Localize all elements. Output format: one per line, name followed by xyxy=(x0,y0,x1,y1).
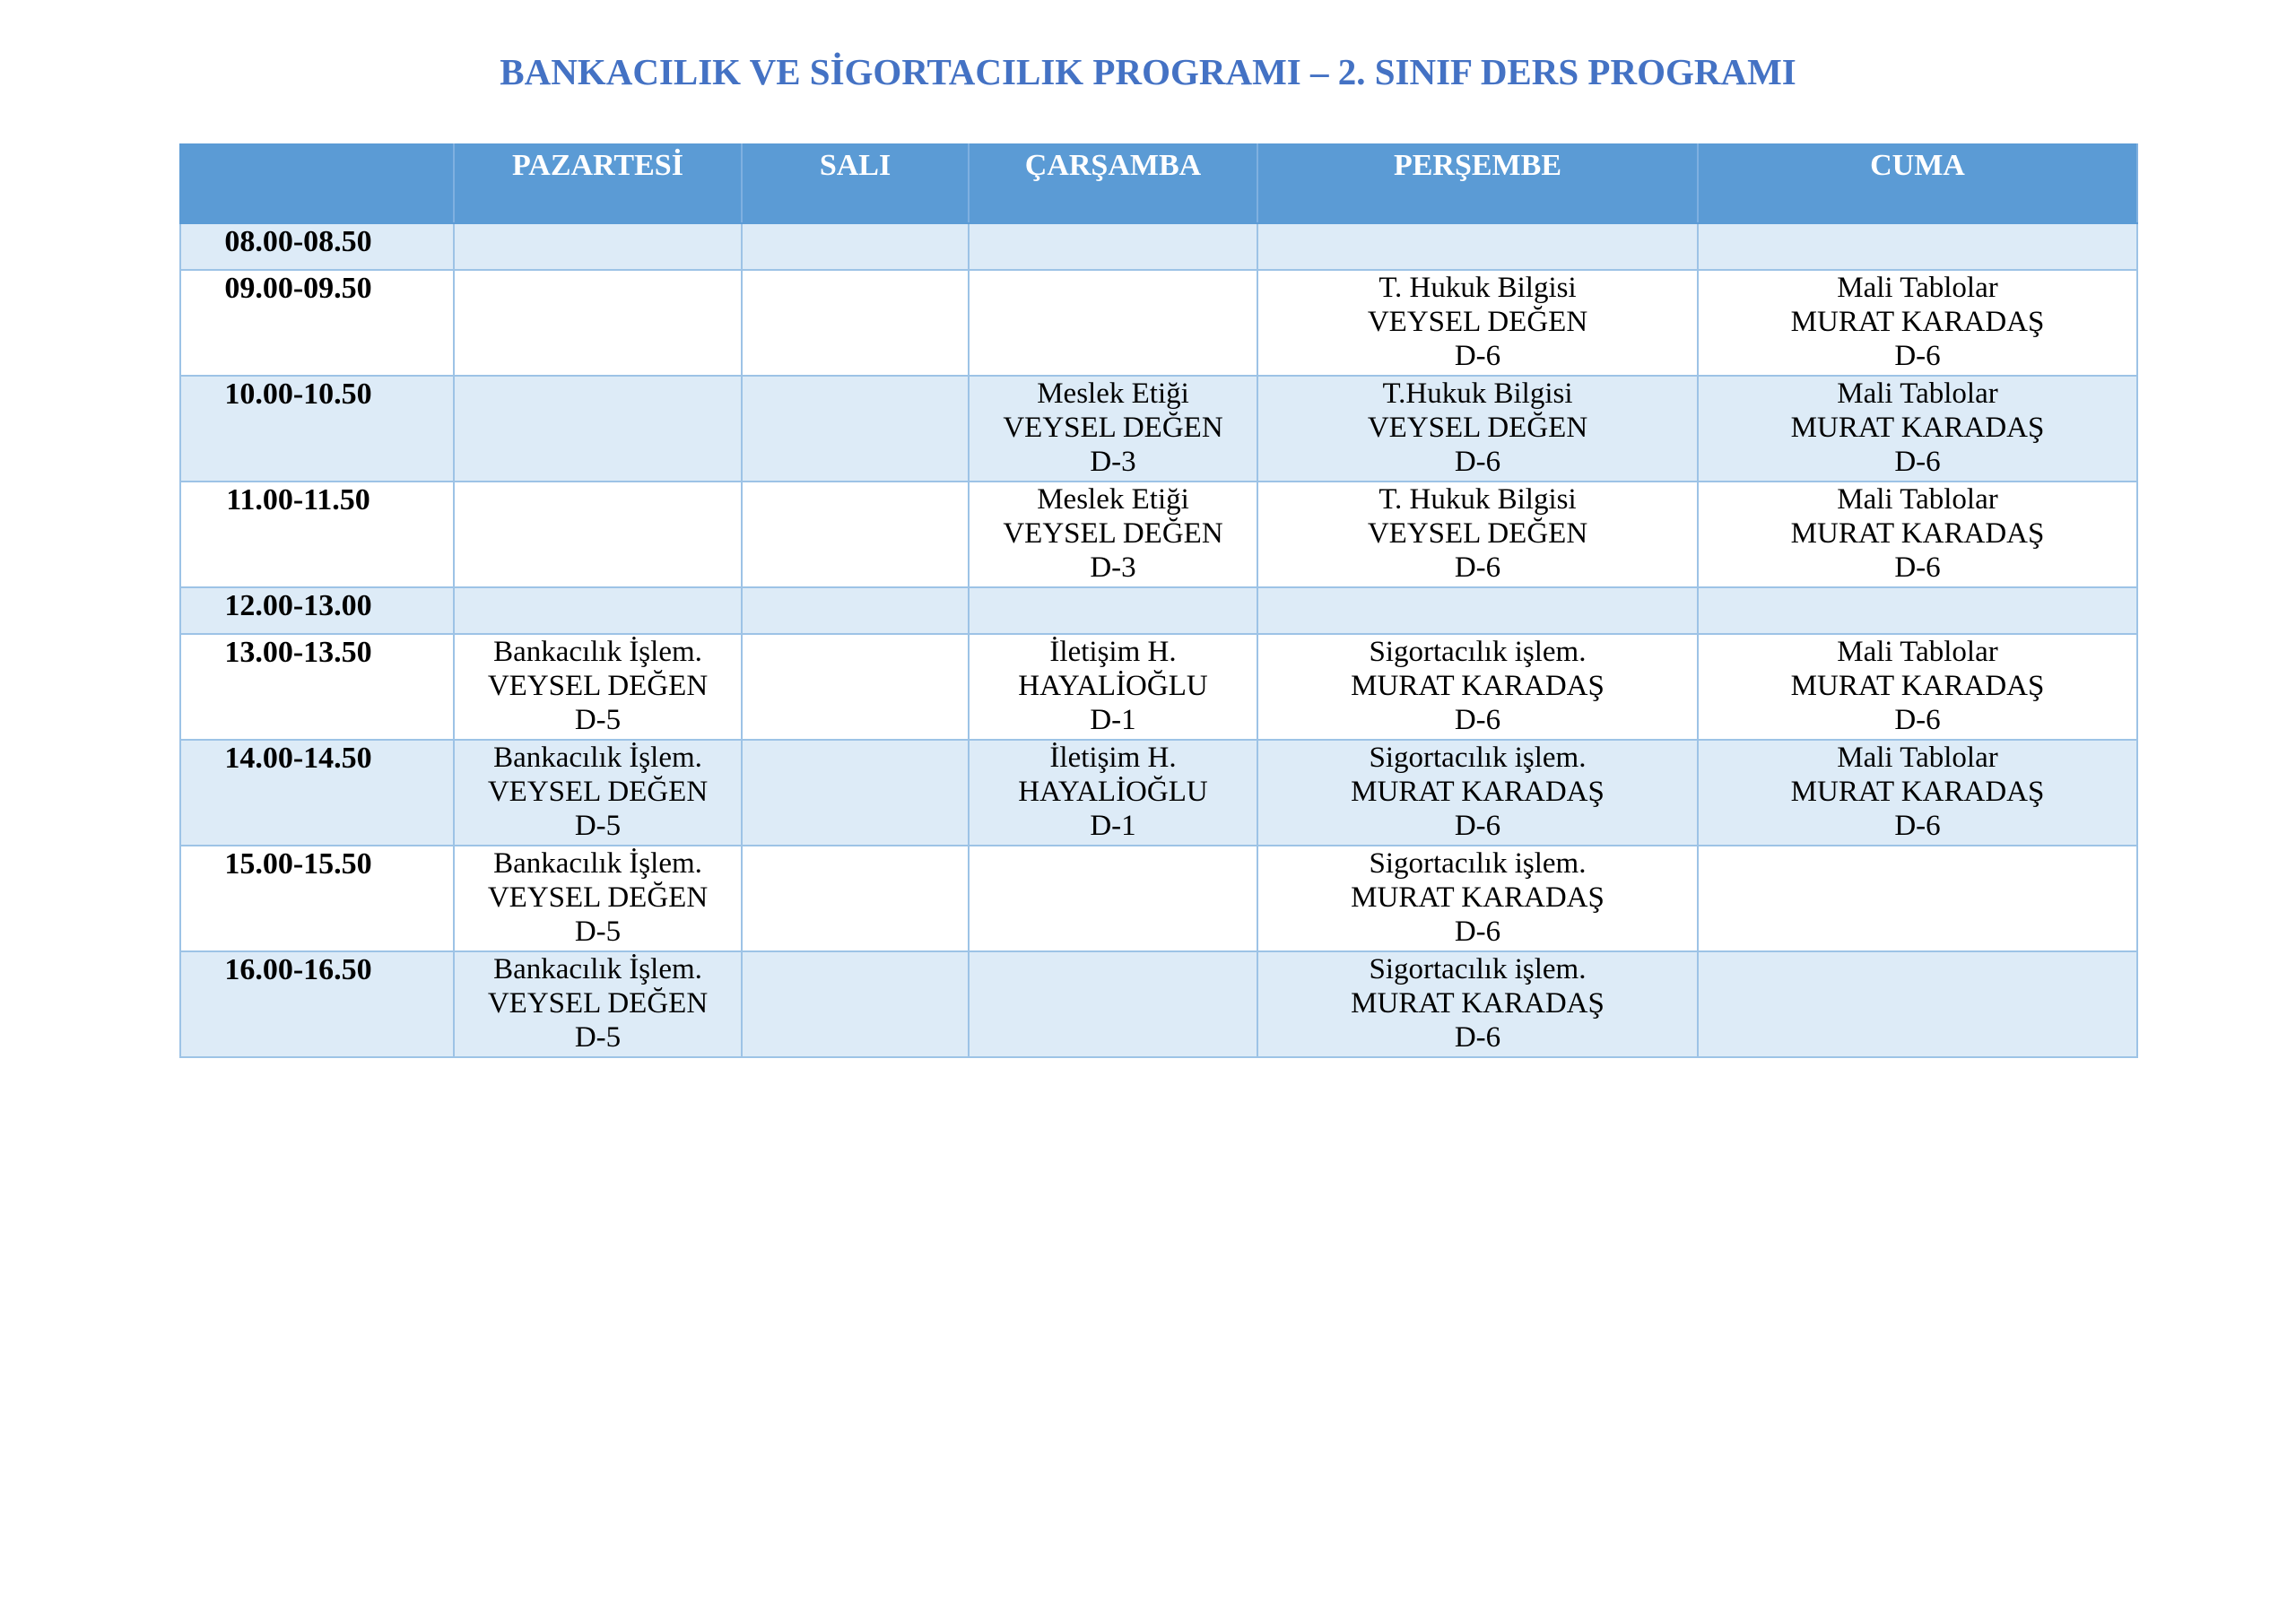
classroom: D-6 xyxy=(1894,810,1941,842)
classroom: D-6 xyxy=(1894,551,1941,584)
course-name: Mali Tablolar xyxy=(1837,742,1998,774)
instructor-name: HAYALİOĞLU xyxy=(1018,776,1208,808)
class-cell xyxy=(969,634,1257,740)
instructor-name: VEYSEL DEĞEN xyxy=(487,987,709,1020)
course-name: Sigortacılık işlem. xyxy=(1369,953,1587,985)
instructor-name: VEYSEL DEĞEN xyxy=(487,881,709,914)
header-day-pazartesi: PAZARTESİ xyxy=(454,144,742,223)
instructor-name: MURAT KARADAŞ xyxy=(1790,306,2045,338)
class-cell xyxy=(1698,482,2137,587)
schedule-row xyxy=(180,846,2137,951)
classroom: D-6 xyxy=(1454,551,1501,584)
course-name: İletişim H. xyxy=(1049,636,1177,668)
classroom: D-6 xyxy=(1454,704,1501,736)
classroom: D-6 xyxy=(1454,446,1501,478)
empty-cell xyxy=(742,634,969,740)
time-slot-cell xyxy=(180,223,454,270)
instructor-name: MURAT KARADAŞ xyxy=(1790,776,2045,808)
instructor-name: VEYSEL DEĞEN xyxy=(1367,306,1588,338)
empty-cell xyxy=(969,223,1257,270)
time-slot-label: 10.00-10.50 xyxy=(224,378,372,411)
course-name: T. Hukuk Bilgisi xyxy=(1378,272,1577,304)
class-cell xyxy=(454,951,742,1057)
course-name: İletişim H. xyxy=(1049,742,1177,774)
header-day-cuma: CUMA xyxy=(1698,144,2137,223)
classroom: D-3 xyxy=(1090,551,1136,584)
instructor-name: MURAT KARADAŞ xyxy=(1351,881,1605,914)
course-name: Mali Tablolar xyxy=(1837,483,1998,516)
empty-cell xyxy=(742,223,969,270)
schedule-row xyxy=(180,740,2137,846)
classroom: D-3 xyxy=(1090,446,1136,478)
time-slot-label: 08.00-08.50 xyxy=(224,225,372,258)
class-cell xyxy=(969,482,1257,587)
time-slot-cell xyxy=(180,740,454,846)
time-slot-cell xyxy=(180,951,454,1057)
instructor-name: MURAT KARADAŞ xyxy=(1790,517,2045,550)
classroom: D-6 xyxy=(1894,340,1941,372)
schedule-table xyxy=(179,143,2138,1058)
header-day-persembe: PERŞEMBE xyxy=(1257,144,1698,223)
classroom: D-5 xyxy=(574,916,622,948)
header-corner xyxy=(180,144,454,223)
instructor-name: MURAT KARADAŞ xyxy=(1351,776,1605,808)
classroom: D-6 xyxy=(1454,1021,1501,1054)
course-name: Meslek Etiği xyxy=(1037,483,1189,516)
class-cell xyxy=(1257,376,1698,482)
instructor-name: VEYSEL DEĞEN xyxy=(1003,412,1223,444)
class-cell xyxy=(454,634,742,740)
empty-cell xyxy=(969,951,1257,1057)
empty-cell xyxy=(1698,951,2137,1057)
instructor-name: VEYSEL DEĞEN xyxy=(1367,517,1588,550)
schedule-row xyxy=(180,482,2137,587)
time-slot-cell xyxy=(180,587,454,634)
empty-cell xyxy=(742,846,969,951)
course-name: Bankacılık İşlem. xyxy=(493,847,702,880)
time-slot-label: 14.00-14.50 xyxy=(224,742,372,775)
schedule-row xyxy=(180,223,2137,270)
empty-cell xyxy=(742,376,969,482)
course-name: Mali Tablolar xyxy=(1837,636,1998,668)
class-cell xyxy=(1257,740,1698,846)
class-cell xyxy=(454,846,742,951)
time-slot-label: 13.00-13.50 xyxy=(224,636,372,669)
empty-cell xyxy=(454,223,742,270)
course-name: Mali Tablolar xyxy=(1837,378,1998,410)
page-title: BANKACILIK VE SİGORTACILIK PROGRAMI – 2. SINIF DERS PROGRAMI xyxy=(500,51,1796,92)
classroom: D-5 xyxy=(574,810,622,842)
course-name: Sigortacılık işlem. xyxy=(1369,847,1587,880)
empty-cell xyxy=(742,482,969,587)
course-name: Bankacılık İşlem. xyxy=(493,636,702,668)
instructor-name: VEYSEL DEĞEN xyxy=(1003,517,1223,550)
empty-cell xyxy=(1257,587,1698,634)
schedule-row xyxy=(180,951,2137,1057)
instructor-name: VEYSEL DEĞEN xyxy=(487,670,709,702)
class-cell xyxy=(1257,951,1698,1057)
schedule-row xyxy=(180,634,2137,740)
class-cell xyxy=(1257,846,1698,951)
instructor-name: MURAT KARADAŞ xyxy=(1351,987,1605,1020)
schedule-row xyxy=(180,270,2137,376)
instructor-name: MURAT KARADAŞ xyxy=(1790,412,2045,444)
time-slot-label: 09.00-09.50 xyxy=(224,272,372,305)
classroom: D-6 xyxy=(1894,446,1941,478)
empty-cell xyxy=(742,270,969,376)
instructor-name: MURAT KARADAŞ xyxy=(1351,670,1605,702)
empty-cell xyxy=(1698,846,2137,951)
course-name: Sigortacılık işlem. xyxy=(1369,636,1587,668)
class-cell xyxy=(1698,740,2137,846)
course-name: Bankacılık İşlem. xyxy=(493,742,702,774)
time-slot-cell xyxy=(180,482,454,587)
course-name: T. Hukuk Bilgisi xyxy=(1378,483,1577,516)
time-slot-label: 12.00-13.00 xyxy=(224,589,372,622)
empty-cell xyxy=(742,587,969,634)
time-slot-cell xyxy=(180,846,454,951)
course-name: Mali Tablolar xyxy=(1837,272,1998,304)
instructor-name: VEYSEL DEĞEN xyxy=(487,776,709,808)
header-row xyxy=(180,144,2137,223)
time-slot-cell xyxy=(180,376,454,482)
course-name: Bankacılık İşlem. xyxy=(493,953,702,985)
classroom: D-1 xyxy=(1090,810,1136,842)
classroom: D-6 xyxy=(1894,704,1941,736)
course-name: T.Hukuk Bilgisi xyxy=(1382,378,1573,410)
time-slot-label: 15.00-15.50 xyxy=(224,847,372,881)
class-cell xyxy=(1698,376,2137,482)
empty-cell xyxy=(742,951,969,1057)
header-day-sali: SALI xyxy=(742,144,969,223)
empty-cell xyxy=(1257,223,1698,270)
schedule-row xyxy=(180,587,2137,634)
empty-cell xyxy=(454,482,742,587)
schedule-row xyxy=(180,376,2137,482)
time-slot-cell xyxy=(180,270,454,376)
classroom: D-6 xyxy=(1454,340,1501,372)
class-cell xyxy=(1257,634,1698,740)
time-slot-cell xyxy=(180,634,454,740)
class-cell xyxy=(969,740,1257,846)
empty-cell xyxy=(1698,223,2137,270)
instructor-name: MURAT KARADAŞ xyxy=(1790,670,2045,702)
empty-cell xyxy=(454,376,742,482)
class-cell xyxy=(454,740,742,846)
time-slot-label: 16.00-16.50 xyxy=(224,953,372,986)
header-day-carsamba: ÇARŞAMBA xyxy=(969,144,1257,223)
empty-cell xyxy=(1698,587,2137,634)
classroom: D-6 xyxy=(1454,810,1501,842)
classroom: D-5 xyxy=(574,1021,622,1054)
empty-cell xyxy=(969,587,1257,634)
class-cell xyxy=(1257,270,1698,376)
class-cell xyxy=(1257,482,1698,587)
empty-cell xyxy=(454,270,742,376)
class-cell xyxy=(1698,270,2137,376)
instructor-name: HAYALİOĞLU xyxy=(1018,670,1208,702)
class-cell xyxy=(1698,634,2137,740)
course-name: Meslek Etiği xyxy=(1037,378,1189,410)
classroom: D-5 xyxy=(574,704,622,736)
empty-cell xyxy=(969,270,1257,376)
class-cell xyxy=(969,376,1257,482)
classroom: D-1 xyxy=(1090,704,1136,736)
instructor-name: VEYSEL DEĞEN xyxy=(1367,412,1588,444)
time-slot-label: 11.00-11.50 xyxy=(226,483,370,516)
empty-cell xyxy=(742,740,969,846)
empty-cell xyxy=(454,587,742,634)
schedule-body xyxy=(180,223,2137,1057)
course-name: Sigortacılık işlem. xyxy=(1369,742,1587,774)
classroom: D-6 xyxy=(1454,916,1501,948)
empty-cell xyxy=(969,846,1257,951)
